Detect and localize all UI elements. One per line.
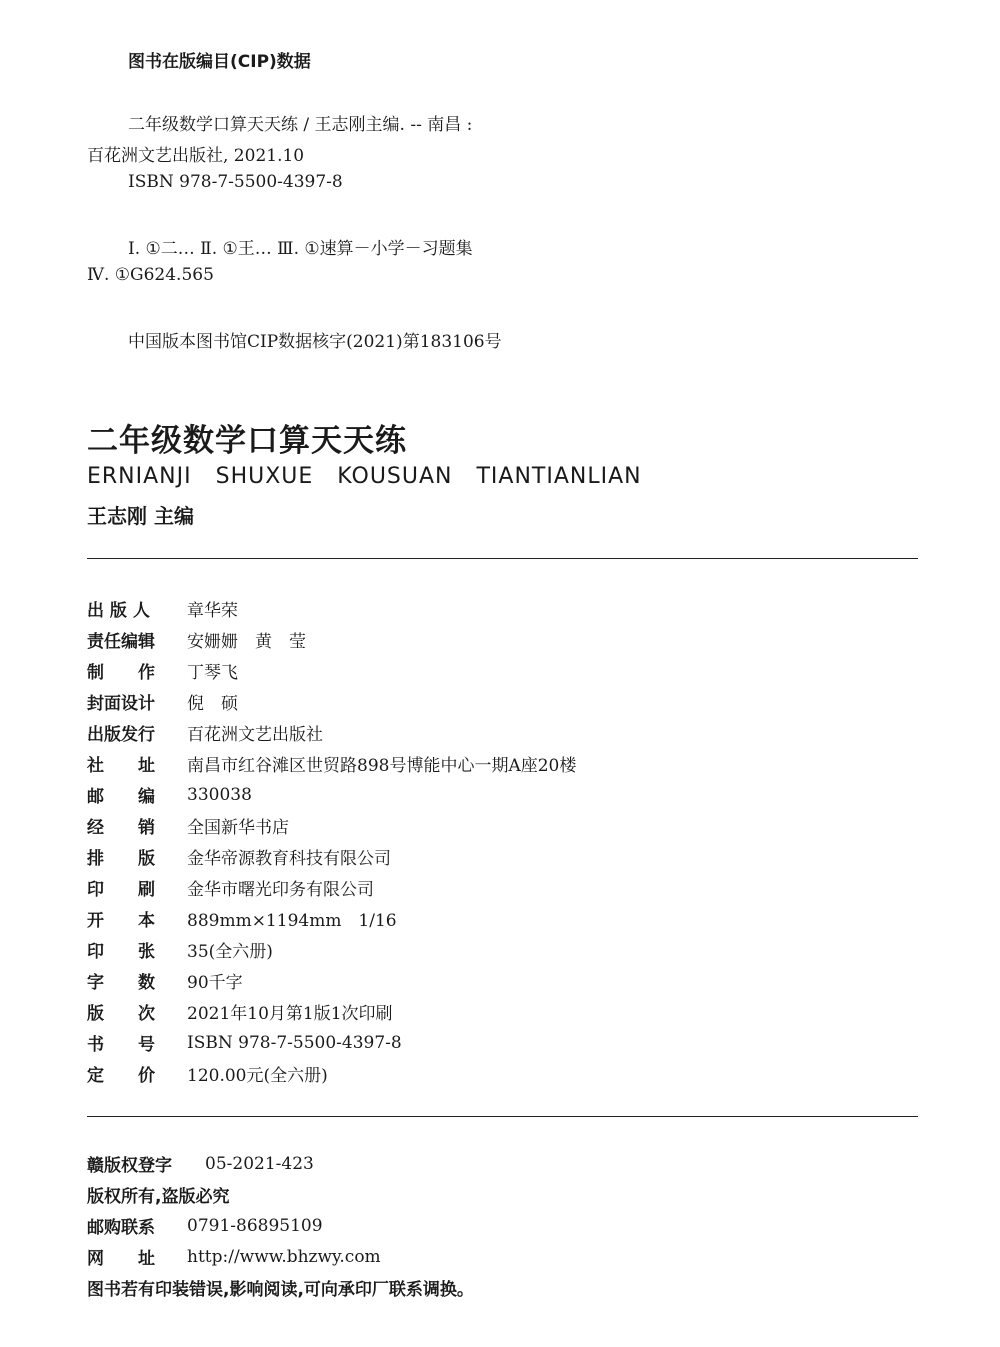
info-value: 35(全六册) <box>187 942 273 962</box>
info-row-distribution <box>87 717 576 748</box>
footer-website <box>87 1241 474 1272</box>
cip-line-1: 二年级数学口算天天练 / 王志刚主编. -- 南昌 : <box>128 115 473 135</box>
rights-notice: 版权所有,盗版必究 <box>87 1187 230 1207</box>
info-row-price <box>87 1058 576 1089</box>
info-row-printing <box>87 872 576 903</box>
info-value: 南昌市红谷滩区世贸路898号博能中心一期A座20楼 <box>187 756 577 776</box>
info-value: 倪 硕 <box>187 694 238 714</box>
info-row-seller <box>87 810 576 841</box>
info-row-publisher <box>87 593 576 624</box>
footer-list <box>87 1148 474 1303</box>
info-row-cover-design <box>87 686 576 717</box>
info-row-format <box>87 903 576 934</box>
cip-line-6: 中国版本图书馆CIP数据核字(2021)第183106号 <box>128 332 502 352</box>
info-label: 出 版 人 <box>87 601 150 621</box>
info-label: 开 本 <box>87 911 155 931</box>
footer-printing-error-notice <box>87 1272 474 1303</box>
footer-order-contact <box>87 1210 474 1241</box>
info-value: 金华市曙光印务有限公司 <box>187 880 374 900</box>
website-link[interactable]: http://www.bhzwy.com <box>187 1246 381 1267</box>
info-value: 全国新华书店 <box>187 818 289 838</box>
cip-line-2: 百花洲文艺出版社, 2021.10 <box>87 146 305 166</box>
info-label: 邮 编 <box>87 787 155 807</box>
info-label: 出版发行 <box>87 725 155 745</box>
book-pinyin: ERNIANJI SHUXUE KOUSUAN TIANTIANLIAN <box>87 464 642 489</box>
info-row-edition <box>87 996 576 1027</box>
info-value: 百花洲文艺出版社 <box>187 725 323 745</box>
printing-error-notice: 图书若有印装错误,影响阅读,可向承印厂联系调换。 <box>87 1280 474 1300</box>
info-label: 社 址 <box>87 756 155 776</box>
info-value: 889mm×1194mm 1/16 <box>187 911 397 931</box>
book-title: 二年级数学口算天天练 <box>87 423 407 459</box>
footer-rights <box>87 1179 474 1210</box>
info-value: 金华帝源教育科技有限公司 <box>187 849 391 869</box>
info-label: 印 刷 <box>87 880 155 900</box>
info-value: 120.00元(全六册) <box>187 1066 328 1086</box>
info-row-editor-in-charge <box>87 624 576 655</box>
info-row-isbn <box>87 1027 576 1058</box>
info-row-production <box>87 655 576 686</box>
info-label: 责任编辑 <box>87 632 155 652</box>
info-value: 90千字 <box>187 973 243 993</box>
info-label: 字 数 <box>87 973 155 993</box>
info-label: 定 价 <box>87 1066 155 1086</box>
info-value: 2021年10月第1版1次印刷 <box>187 1004 393 1024</box>
cip-heading: 图书在版编目(CIP)数据 <box>128 52 311 72</box>
info-value: 章华荣 <box>187 601 238 621</box>
website-label: 网 址 <box>87 1249 155 1269</box>
info-row-typesetting <box>87 841 576 872</box>
publication-info-list <box>87 593 576 1089</box>
info-row-postcode <box>87 779 576 810</box>
info-label: 印 张 <box>87 942 155 962</box>
info-value: 安姗姗 黄 莹 <box>187 632 306 652</box>
info-label: 制 作 <box>87 663 155 683</box>
info-label: 书 号 <box>87 1035 155 1055</box>
footer-copyright-registration <box>87 1148 474 1179</box>
info-row-sheets <box>87 934 576 965</box>
info-value: 丁琴飞 <box>187 663 238 683</box>
book-editor: 王志刚 主编 <box>87 504 194 528</box>
info-value: 330038 <box>187 784 252 805</box>
cip-line-5: Ⅳ. ①G624.565 <box>87 265 214 285</box>
info-label: 经 销 <box>87 818 155 838</box>
info-label: 封面设计 <box>87 694 155 714</box>
copyright-reg-label: 赣版权登字 <box>87 1156 172 1176</box>
cip-line-3: ISBN 978-7-5500-4397-8 <box>128 172 343 192</box>
info-value: ISBN 978-7-5500-4397-8 <box>187 1032 402 1053</box>
info-row-word-count <box>87 965 576 996</box>
info-label: 排 版 <box>87 849 155 869</box>
info-label: 版 次 <box>87 1004 155 1024</box>
divider-bottom <box>87 1116 918 1117</box>
info-row-address <box>87 748 576 779</box>
divider-top <box>87 558 918 559</box>
cip-line-4: Ⅰ. ①二… Ⅱ. ①王… Ⅲ. ①速算－小学－习题集 <box>128 239 473 259</box>
copyright-reg-value: 05-2021-423 <box>205 1153 314 1174</box>
order-phone: 0791-86895109 <box>187 1215 323 1236</box>
order-label: 邮购联系 <box>87 1218 155 1238</box>
